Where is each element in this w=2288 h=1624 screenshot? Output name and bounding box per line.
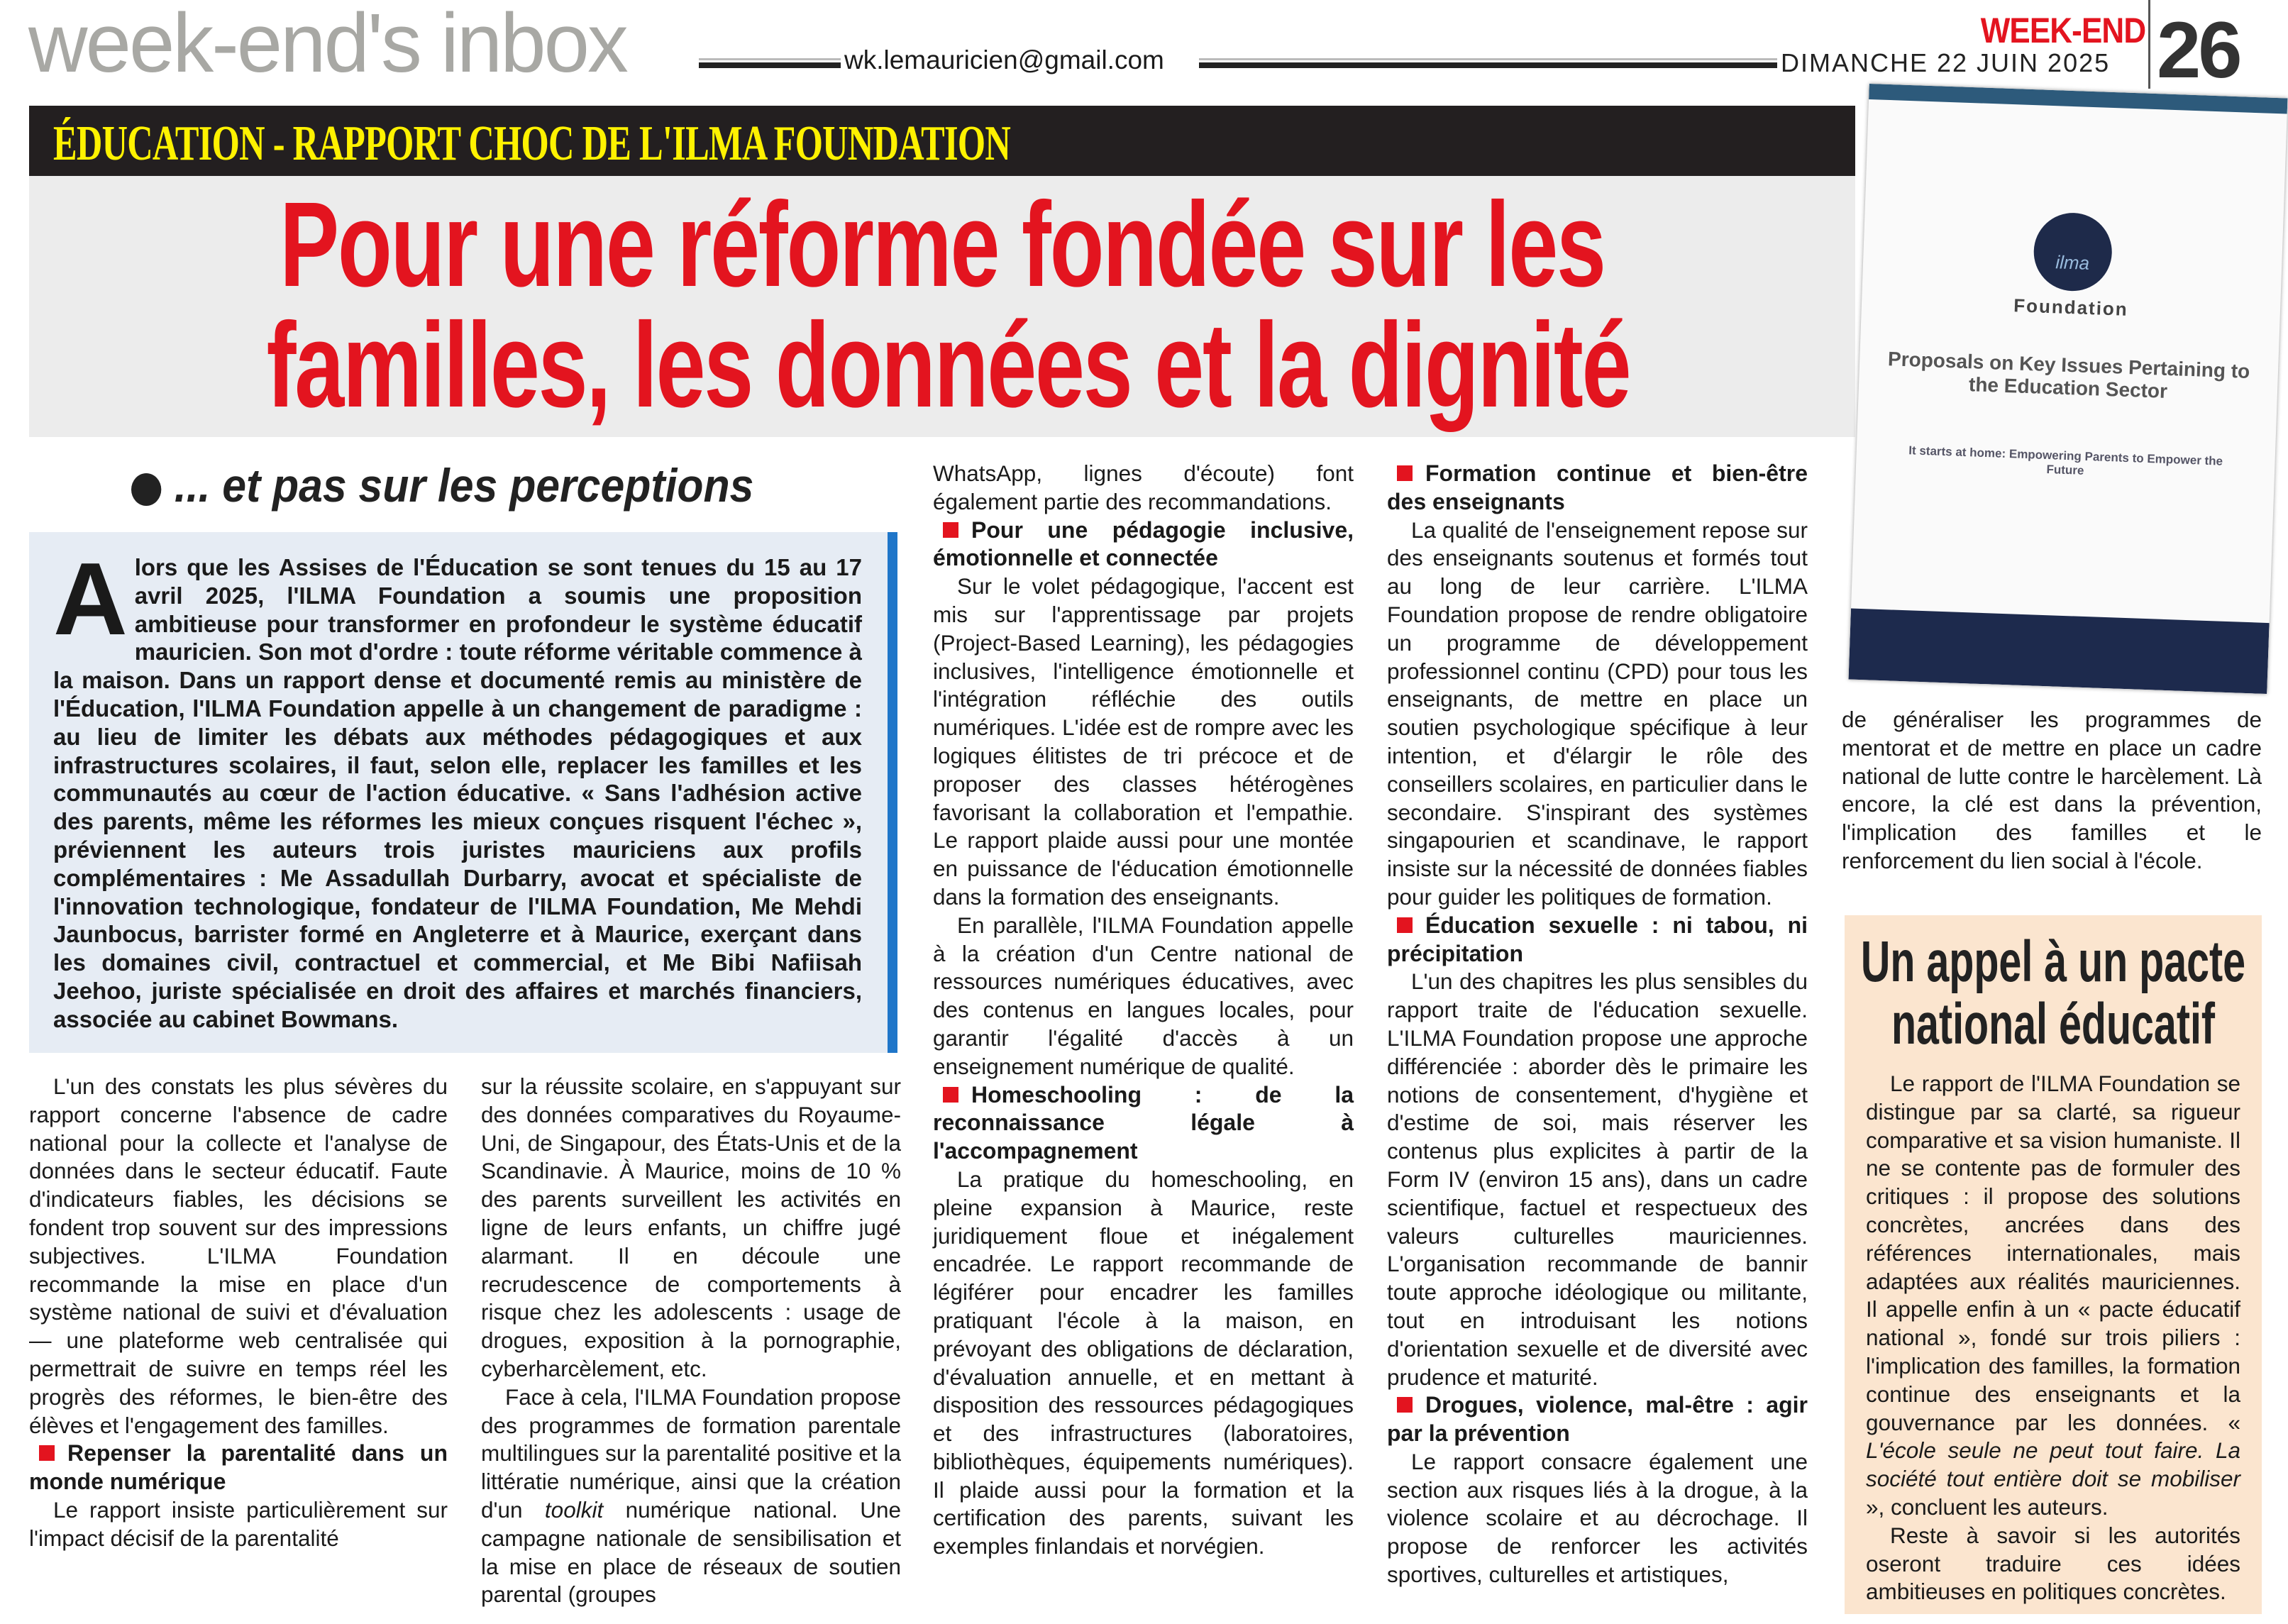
paragraph: La pratique du homeschooling, en pleine expansion à Maurice, reste juridiquement floue et inégalement encadrée. Le rapport recommande de légiférer pour encadrer les familles pratiquant l'école à la maison, en prévoyant des obligations de déclaration, d'évaluation annuelle, et en mettant à disposition des ressources pédagogiques et des infrastructures (laboratoires, bibliothèques, équipements numériques). Il plaide aussi pour la formation et la certification des parents, suivant les exemples finlandais et norvégien. — [933, 1166, 1354, 1559]
paragraph: Le rapport insiste particulièrement sur l'impact décisif de la parentalité — [29, 1496, 448, 1551]
drop-cap: A — [53, 541, 128, 656]
red-square-icon — [943, 1087, 958, 1103]
paragraph: La qualité de l'enseignement repose sur des enseignants soutenus et formés tout au long de leur carrière. L'ILMA Foundation propose de rendre obligatoire un programme de développement professionnel continu (CPD) pour tous les enseignants, de mettre en place un soutien psychologique spécifique à leur intention, et d'élargir le rôle des conseillers scolaires, en particulier dans le secondaire. S'inspirant des systèmes singapourien et scandinave, le rapport insiste sur la nécessité de données fiables pour guider les politiques de formation. — [1387, 517, 1808, 910]
column-1 — [29, 1073, 448, 1553]
paragraph: de généraliser les programmes de mentorat et de mettre en place un cadre national de lutte contre le harcèlement. Là encore, la clé est dans la prévention, l'implication des familles et le renforcement du lien social à l'école. — [1842, 707, 2262, 873]
intro-text: lors que les Assises de l'Éducation se sont tenues du 15 au 17 avril 2025, l'ILMA Foundation a soumis une proposition ambitieuse pour transformer en profondeur le système éducatif mauricien. Son mot d'ordre : toute réforme véritable commence à la maison. Dans un rapport dense et documenté remis au ministère de l'Éducation, l'ILMA Foundation appelle à un changement de paradigme : au lieu de limiter les débats aux méthodes pédagogiques et aux infrastructures scolaires, il faut, selon elle, replacer les familles et les communautés au cœur de l'action éducative. « Sans l'adhésion active des parents, même les réformes les mieux conçues risquent l'échec », préviennent les auteurs trois juristes mauriciens aux profils complémentaires : Me Assadullah Durbarry, avocat et spécialiste de l'innovation technologique, fondateur de l'ILMA Foundation, Me Mehdi Jaunbocus, barrister formé en Angleterre et à Maurice, exerçant dans les domaines civil, contractuel et commercial, et Me Bibi Nafiisah Jeehoo, juriste spécialisée en droit des affaires et marchés financiers, associée au cabinet Bowmans. — [53, 554, 862, 1032]
contact-email[interactable]: wk.lemauricien@gmail.com — [844, 45, 1164, 74]
section-brand: week-end's inbox — [28, 0, 626, 90]
paragraph: Le rapport de l'ILMA Foundation se distingue par sa clarté, sa rigueur comparative et sa vision humaniste. Il ne se contente pas de formuler des critiques : il propose des solutions concrètes, ancrées dans des références internationales, mais adaptées aux réalités mauriciennes. Il appelle enfin à un « pacte éducatif national », fondé sur trois piliers : l'implication des familles, la formation continue des enseignants et la gouvernance par les données. « L'école seule ne peut tout faire. La société tout entière doit se mobiliser », concluent les auteurs. — [1866, 1071, 2240, 1520]
divider — [699, 58, 841, 68]
divider — [1199, 58, 1777, 68]
section-heading: Formation continue et bien-être des enseignants — [1387, 460, 1808, 514]
paragraph: Face à cela, l'ILMA Foundation propose des programmes de formation parentale multilingues sur la parentalité positive et la littératie numérique, ainsi que la création d'un toolkit numérique national. Une campagne nationale de sensibilisation et la mise en place de réseaux de soutien parental (groupes — [481, 1383, 901, 1608]
red-square-icon — [1397, 465, 1413, 481]
paragraph: Sur le volet pédagogique, l'accent est mis sur l'apprentissage par projets (Project-Based Learning), les pédagogies inclusives, l'intelligence émotionnelle et l'intégration réfléchie des outils numériques. L'idée est de rompre avec les logiques élitistes de tri précoce et de proposer des classes hétérogènes favorisant la collaboration et l'empathie. Le rapport plaide aussi pour une montée en puissance de l'éducation émotionnelle dans la formation des enseignants. — [933, 573, 1354, 910]
headline-line: familles, les données et la dignité — [266, 298, 1630, 433]
report-title: Proposals on Key Issues Pertaining to the Education Sector — [1887, 348, 2250, 402]
ilma-logo: ilma — [2033, 211, 2113, 292]
paragraph: L'un des constats les plus sévères du rapport concerne l'absence de cadre national pour la collecte et l'analyse de données dans le secteur éducatif. Faute d'indicateurs fiables, les décisions se fondent trop souvent sur des impressions subjectives. L'ILMA Foundation recommande la mise en place d'un système national de suivi et d'évaluation — une plateforme web centralisée qui permettrait de suivre en temps réel les progrès des réformes, le bien-être des élèves et l'engagement des familles. — [29, 1073, 448, 1438]
divider — [2148, 0, 2150, 89]
sidebar-box — [1845, 915, 2262, 1614]
report-subtitle: It starts at home: Empowering Parents to Empower the Future — [1908, 443, 2223, 477]
red-square-icon — [1397, 1397, 1413, 1413]
section-heading: Éducation sexuelle : ni tabou, ni précipitation — [1387, 912, 1808, 966]
paragraph: Reste à savoir si les autorités oseront traduire ces idées ambitieuses en politiques concrètes. — [1866, 1522, 2240, 1605]
bullet-icon — [131, 473, 161, 506]
report-org: Foundation — [2013, 294, 2129, 320]
sidebar-title: Un appel à un pacte national éducatif — [1860, 929, 2246, 1056]
headline-line: Pour une réforme fondée sur les — [280, 177, 1605, 312]
section-heading: Drogues, violence, mal-être : agir par la prévention — [1387, 1392, 1808, 1447]
red-square-icon — [943, 522, 958, 538]
section-heading: Homeschooling : de la reconnaissance légale à l'accompagnement — [933, 1081, 1354, 1164]
column-2 — [481, 1073, 901, 1609]
kicker: ÉDUCATION - RAPPORT CHOC DE L'ILMA FOUNDATION — [53, 116, 1011, 171]
red-square-icon — [39, 1445, 55, 1461]
report-cover-image — [1849, 84, 2288, 694]
headline — [29, 176, 1855, 437]
paragraph: Le rapport consacre également une section aux risques liés à la drogue, à la violence scolaire et au décrochage. Il propose de renforcer les activités sportives, culturelles et artistiques, — [1387, 1448, 1808, 1588]
paragraph: WhatsApp, lignes d'écoute) font également partie des recommandations. — [933, 460, 1354, 514]
issue-date: DIMANCHE 22 JUIN 2025 — [1781, 48, 2111, 77]
edition-label: WEEK-END — [1980, 11, 2146, 50]
section-heading: Pour une pédagogie inclusive, émotionnelle et connectée — [933, 517, 1354, 571]
paragraph: sur la réussite scolaire, en s'appuyant sur des données comparatives du Royaume-Uni, de Singapour, des États-Unis et de la Scandinavie. À Maurice, moins de 10 % des parents surveillent les activités en ligne de leurs enfants, un chiffre jugé alarmant. Il en découle une recrudescence de comportements à risque chez les adolescents : usage de drogues, exposition à la pornographie, cyberharcèlement, etc. — [481, 1073, 901, 1381]
kicker-band — [29, 106, 1855, 176]
paragraph: En parallèle, l'ILMA Foundation appelle à la création d'un Centre national de ressources numériques éducatives, avec des contenus en langues locales, pour garantir l'égalité d'accès à un enseignement numérique de qualité. — [933, 912, 1354, 1079]
column-4 — [1387, 460, 1808, 1589]
section-heading: Repenser la parentalité dans un monde numérique — [29, 1440, 448, 1495]
paragraph: L'un des chapitres les plus sensibles du rapport traite de l'éducation sexuelle. L'ILMA Foundation propose une approche différenciée : aborder dès le primaire les notions de consentement, d'hygiène et d'estime de soi, mais réserver les contenus plus explicites à partir de la Form IV (environ 15 ans), dans un cadre scientifique, factuel et respectueux des valeurs culturelles mauriciennes. L'organisation recommande de bannir toute approche idéologique ou militante, tout en introduisant les notions d'orientation sexuelle et de diversité avec prudence et maturité. — [1387, 968, 1808, 1390]
intro-box — [29, 532, 897, 1053]
subheadline-text: ... et pas sur les perceptions — [174, 459, 754, 512]
page-number: 26 — [2157, 6, 2240, 94]
red-square-icon — [1397, 917, 1413, 933]
column-3 — [933, 460, 1354, 1561]
subheadline — [131, 458, 753, 512]
column-5 — [1842, 706, 2262, 875]
